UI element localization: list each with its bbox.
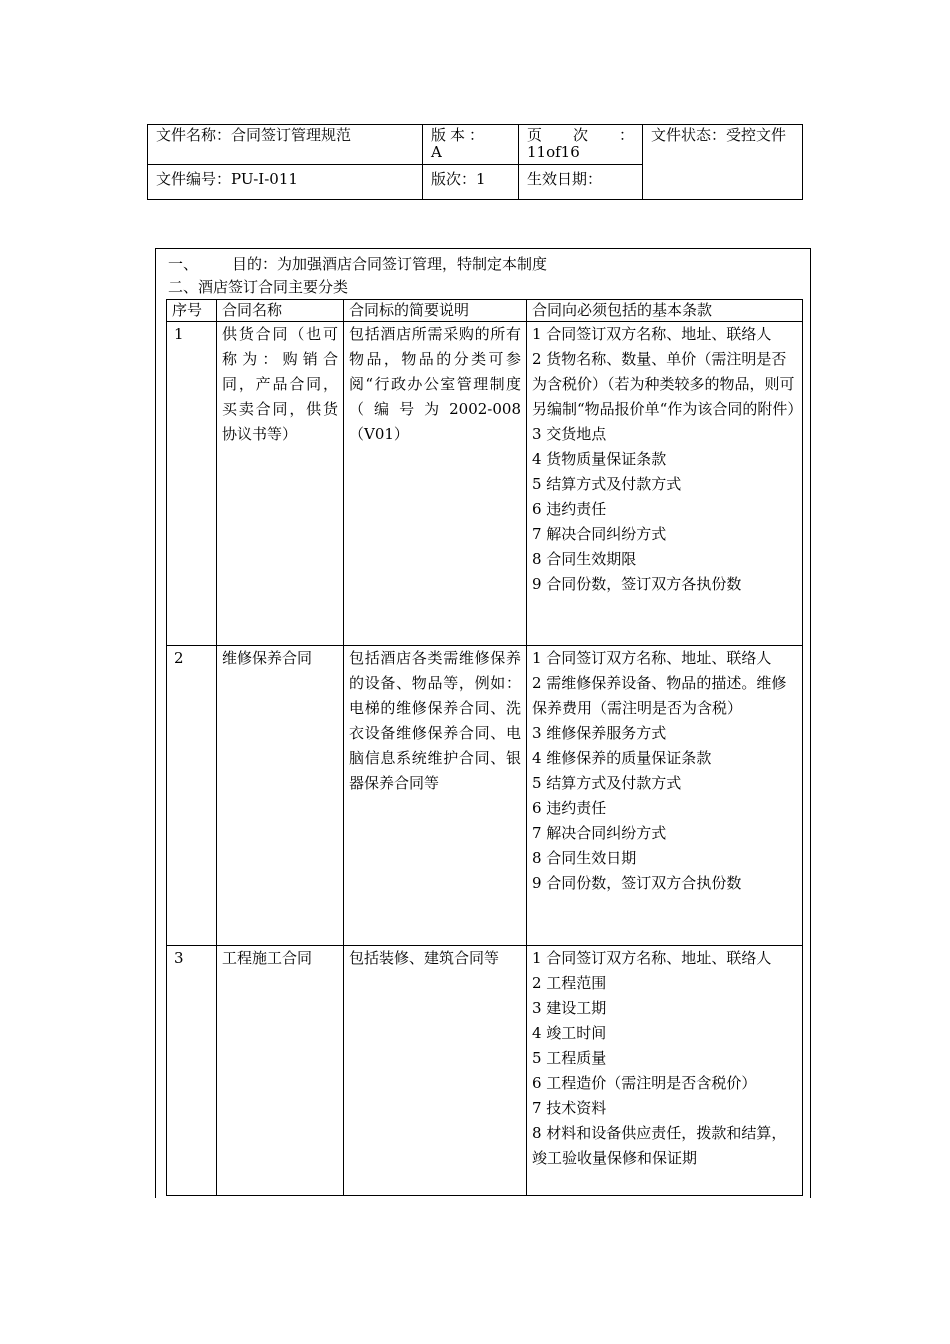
contract-description: 包括装修、建筑合同等	[344, 946, 527, 1196]
clause-item: 2 需维修保养设备、物品的描述。维修保养费用（需注明是否为含税）	[532, 674, 787, 717]
page-cell	[519, 125, 643, 165]
contract-name: 供货合同（也可称为：购销合同，产品合同，买卖合同，供货协议书等）	[217, 322, 344, 646]
clause-item: 5 工程质量	[532, 1049, 607, 1067]
clause-item: 4 竣工时间	[532, 1024, 607, 1042]
clause-item: 9 合同份数，签订双方合执份数	[532, 874, 742, 892]
file-status-cell: 文件状态：受控文件	[643, 125, 803, 200]
version-cell	[423, 125, 519, 165]
file-number-cell: 文件编号：PU-I-011	[148, 164, 423, 199]
document-header-table	[147, 124, 803, 200]
header-clauses: 合同向必须包括的基本条款	[527, 300, 803, 322]
clause-item: 8 合同生效日期	[532, 849, 637, 867]
clause-item: 9 合同份数，签订双方各执份数	[532, 575, 742, 593]
contract-name: 维修保养合同	[217, 646, 344, 946]
clause-item: 5 结算方式及付款方式	[532, 475, 682, 493]
table-header-row	[167, 300, 803, 322]
section-classification-title: 二、酒店签订合同主要分类	[168, 278, 349, 296]
page-label: 页 次 ：	[527, 126, 634, 144]
section-purpose-number: 一、	[168, 255, 199, 273]
contract-classification-table	[166, 299, 803, 1196]
row-number: 3	[167, 946, 217, 1196]
clause-item: 4 货物质量保证条款	[532, 450, 667, 468]
file-name-cell: 文件名称：合同签订管理规范	[148, 125, 423, 165]
contract-clauses	[527, 322, 803, 646]
header-name: 合同名称	[217, 300, 344, 322]
contract-description: 包括酒店各类需维修保养的设备、物品等，例如：电梯的维修保养合同、洗衣设备维修保养合同、电脑信息系统维护合同、银器保养合同等	[344, 646, 527, 946]
clause-item: 3 维修保养服务方式	[532, 724, 667, 742]
edition-cell: 版次：1	[423, 164, 519, 199]
clause-item: 6 违约责任	[532, 799, 607, 817]
section-purpose-text: 目的：为加强酒店合同签订管理，特制定本制度	[232, 255, 548, 273]
row-number: 2	[167, 646, 217, 946]
clause-item: 5 结算方式及付款方式	[532, 774, 682, 792]
contract-description: 包括酒店所需采购的所有物品，物品的分类可参阅“行政办公室管理制度（编号为2002-008（V01）	[344, 322, 527, 646]
clause-item: 3 建设工期	[532, 999, 607, 1017]
clause-item: 8 材料和设备供应责任，拨款和结算，竣工验收量保修和保证期	[532, 1124, 787, 1167]
contract-name: 工程施工合同	[217, 946, 344, 1196]
clause-item: 1 合同签订双方名称、地址、联络人	[532, 649, 772, 667]
clause-item: 6 违约责任	[532, 500, 607, 518]
clause-item: 1 合同签订双方名称、地址、联络人	[532, 325, 772, 343]
version-value: A	[431, 143, 442, 161]
clause-item: 2 工程范围	[532, 974, 607, 992]
version-label: 版本：	[431, 126, 489, 144]
table-row	[167, 646, 803, 946]
header-no: 序号	[167, 300, 217, 322]
clause-item: 7 解决合同纠纷方式	[532, 525, 667, 543]
contract-clauses	[527, 646, 803, 946]
section-purpose	[168, 254, 547, 274]
clause-item: 1 合同签订双方名称、地址、联络人	[532, 949, 772, 967]
effective-date-cell: 生效日期：	[519, 164, 643, 199]
clause-item: 7 技术资料	[532, 1099, 607, 1117]
clause-item: 3 交货地点	[532, 425, 607, 443]
table-row	[167, 322, 803, 646]
clause-item: 8 合同生效期限	[532, 550, 637, 568]
header-desc: 合同标的简要说明	[344, 300, 527, 322]
row-number: 1	[167, 322, 217, 646]
clause-item: 7 解决合同纠纷方式	[532, 824, 667, 842]
page-value: 11of16	[527, 143, 580, 161]
clause-item: 2 货物名称、数量、单价（需注明是否为含税价）（若为种类较多的物品，则可另编制“物品报价单“作为该合同的附件）	[532, 350, 803, 418]
contract-clauses	[527, 946, 803, 1196]
clause-item: 6 工程造价（需注明是否含税价）	[532, 1074, 757, 1092]
clause-item: 4 维修保养的质量保证条款	[532, 749, 712, 767]
table-row	[167, 946, 803, 1196]
